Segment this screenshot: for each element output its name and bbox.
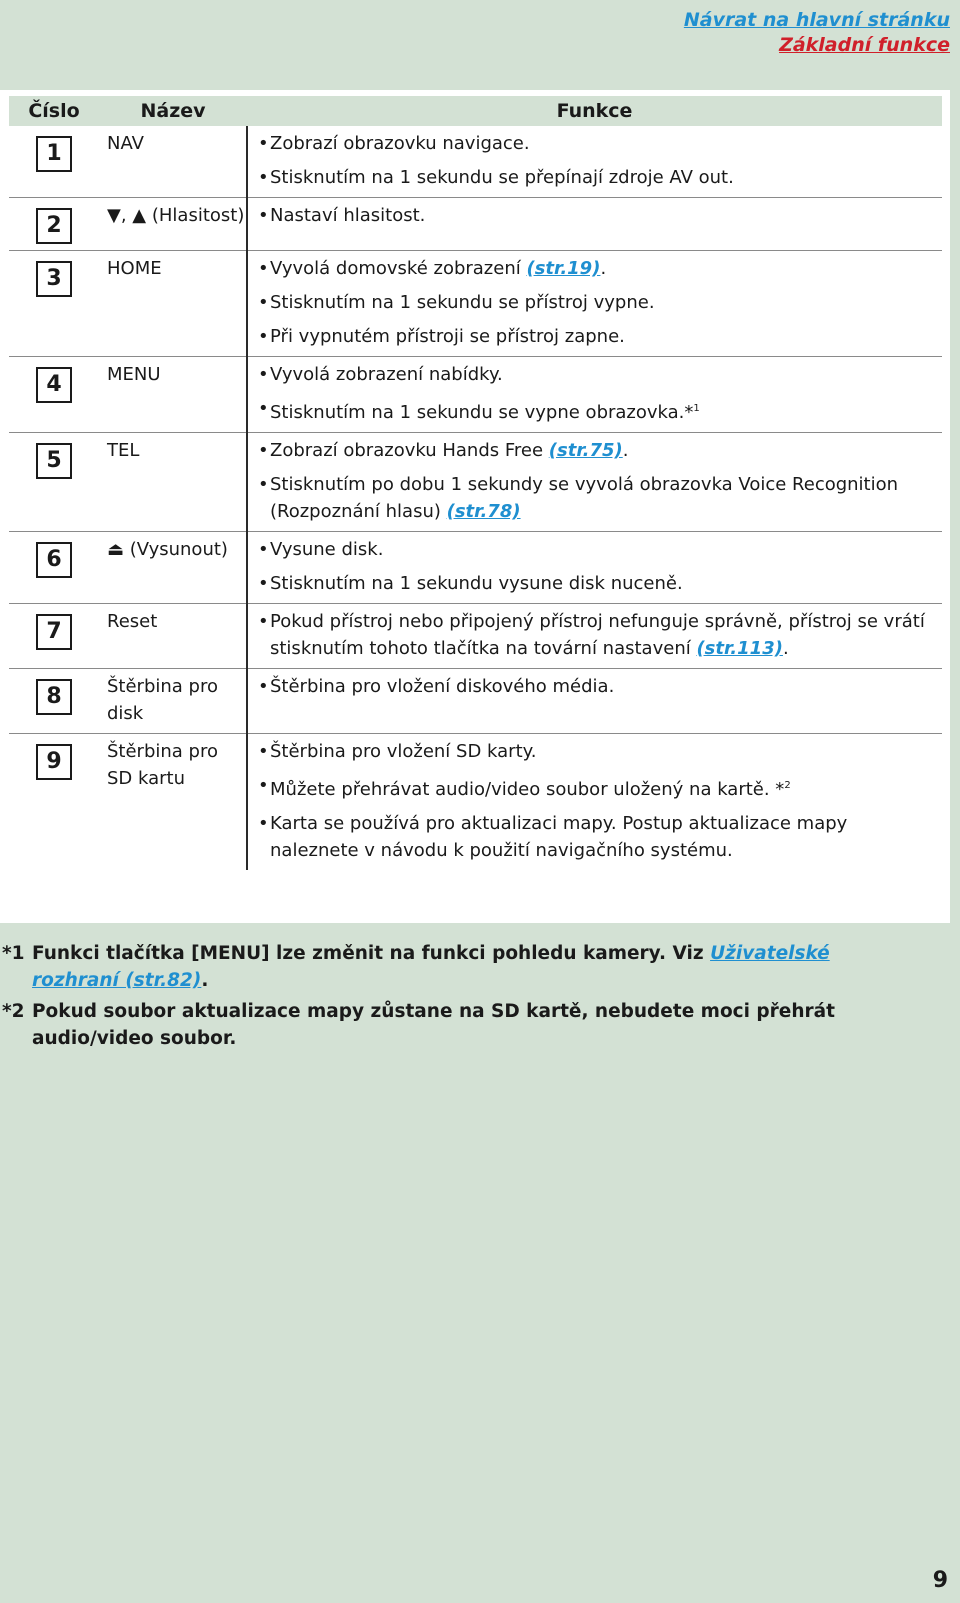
number-badge: 9: [36, 744, 72, 780]
function-text: Stisknutím na 1 sekundu se přístroj vypne.: [270, 292, 655, 313]
footnote-marker: 1: [693, 403, 700, 414]
number-cell: [9, 433, 99, 532]
footnote-mark: *2: [2, 1001, 25, 1022]
function-cell: [247, 357, 942, 433]
page-reference-link[interactable]: (str.113): [696, 638, 783, 659]
function-text-group: [270, 202, 425, 229]
footnote-body: [32, 940, 902, 994]
footnote-mark: *1: [2, 943, 25, 964]
bullet-icon: •: [258, 258, 269, 279]
bullet-icon: •: [258, 292, 269, 313]
number-cell: [9, 251, 99, 357]
functions-table: [9, 96, 942, 870]
page-number: 9: [932, 1568, 948, 1593]
footnote-reference-link[interactable]: Uživatelské rozhraní (str.82): [32, 943, 830, 991]
function-item: [258, 202, 934, 229]
table-row: [9, 126, 942, 198]
function-item: [258, 772, 934, 803]
header-name: Název: [99, 96, 247, 126]
bullet-icon: •: [258, 474, 269, 495]
number-cell: [9, 198, 99, 251]
function-text: Vyvolá zobrazení nabídky.: [270, 364, 503, 385]
bullet-icon: •: [258, 611, 269, 632]
function-cell: [247, 126, 942, 198]
function-item: [258, 471, 934, 525]
bullet-icon: •: [258, 440, 269, 461]
function-text-group: [270, 395, 700, 426]
function-text: Vyvolá domovské zobrazení: [270, 258, 527, 279]
function-text: Nastaví hlasitost.: [270, 205, 426, 226]
bullet-icon: •: [258, 573, 269, 594]
function-text: Štěrbina pro vložení SD karty.: [270, 741, 537, 762]
function-text-group: [270, 471, 934, 525]
function-text: Můžete přehrávat audio/video soubor uložený na kartě. *: [270, 779, 785, 800]
number-cell: [9, 532, 99, 604]
function-text: Stisknutím po dobu 1 sekundy se vyvolá obrazovka Voice Recognition (Rozpoznání hlasu): [270, 474, 899, 522]
function-item: [258, 395, 934, 426]
function-item: [258, 130, 934, 157]
table-row: [9, 433, 942, 532]
function-item: [258, 608, 934, 662]
footnote: [2, 998, 902, 1052]
functions-panel: [0, 90, 950, 923]
table-body: [9, 126, 942, 870]
function-item: [258, 437, 934, 464]
function-text-group: [270, 361, 503, 388]
function-item: [258, 570, 934, 597]
back-to-main-page-link[interactable]: Návrat na hlavní stránku: [683, 9, 950, 31]
table-row: [9, 357, 942, 433]
number-badge: 2: [36, 208, 72, 244]
footnote-text: Funkci tlačítka [MENU] lze změnit na funkci pohledu kamery. Viz: [32, 943, 711, 964]
function-text-group: [270, 164, 734, 191]
function-text: Při vypnutém přístroji se přístroj zapne.: [270, 326, 625, 347]
footnotes: [2, 940, 902, 1056]
footnote: [2, 940, 902, 994]
bullet-icon: •: [258, 398, 269, 419]
function-item: [258, 255, 934, 282]
function-cell: [247, 604, 942, 669]
number-badge: 6: [36, 542, 72, 578]
function-cell: [247, 734, 942, 871]
bullet-icon: •: [258, 364, 269, 385]
function-text-group: [270, 255, 606, 282]
footnote-marker: 2: [784, 780, 791, 791]
table-header-row: [9, 96, 942, 126]
bullet-icon: •: [258, 205, 269, 226]
function-item: [258, 361, 934, 388]
name-cell: HOME: [99, 251, 247, 357]
header-function: Funkce: [247, 96, 942, 126]
header-number: Číslo: [9, 96, 99, 126]
table-row: [9, 669, 942, 734]
number-badge: 7: [36, 614, 72, 650]
function-text: Vysune disk.: [270, 539, 384, 560]
function-text-group: [270, 608, 934, 662]
bullet-icon: •: [258, 676, 269, 697]
function-text-end: .: [782, 638, 789, 659]
footnote-body: [32, 998, 902, 1052]
footnote-end: .: [201, 970, 209, 991]
function-text-group: [270, 130, 530, 157]
number-cell: [9, 734, 99, 871]
function-text-group: [270, 772, 791, 803]
function-item: [258, 289, 934, 316]
page-reference-link[interactable]: (str.75): [548, 440, 623, 461]
number-badge: 3: [36, 261, 72, 297]
function-text-group: [270, 810, 934, 864]
name-cell: ▼, ▲ (Hlasitost): [99, 198, 247, 251]
top-navigation-links: [684, 8, 950, 58]
function-cell: [247, 433, 942, 532]
function-text-group: [270, 570, 683, 597]
name-cell: Štěrbina pro disk: [99, 669, 247, 734]
function-item: [258, 536, 934, 563]
function-text-group: [270, 437, 628, 464]
name-cell: Reset: [99, 604, 247, 669]
function-text: Pokud přístroj nebo připojený přístroj nefunguje správně, přístroj se vrátí stisknutím tohoto tlačítka na tovární nastavení: [270, 611, 925, 659]
bullet-icon: •: [258, 775, 269, 796]
function-text: Karta se používá pro aktualizaci mapy. Postup aktualizace mapy naleznete v návodu k použití navigačního systému.: [270, 813, 848, 861]
bullet-icon: •: [258, 813, 269, 834]
function-item: [258, 810, 934, 864]
page-reference-link[interactable]: (str.78): [446, 501, 521, 522]
function-text: Zobrazí obrazovku navigace.: [270, 133, 530, 154]
function-text-group: [270, 323, 625, 350]
name-cell: Štěrbina pro SD kartu: [99, 734, 247, 871]
bullet-icon: •: [258, 741, 269, 762]
footnote-text: Pokud soubor aktualizace mapy zůstane na SD kartě, nebudete moci přehrát audio/video soubor.: [32, 1001, 835, 1049]
function-item: [258, 673, 934, 700]
function-text: Stisknutím na 1 sekundu se vypne obrazovka.*: [270, 402, 694, 423]
number-cell: [9, 357, 99, 433]
function-text: Stisknutím na 1 sekundu se přepínají zdroje AV out.: [270, 167, 734, 188]
table-row: [9, 532, 942, 604]
function-text-group: [270, 738, 536, 765]
number-cell: [9, 126, 99, 198]
table-row: [9, 251, 942, 357]
function-text-group: [270, 673, 614, 700]
name-cell: NAV: [99, 126, 247, 198]
number-badge: 8: [36, 679, 72, 715]
function-text-group: [270, 536, 383, 563]
table-row: [9, 198, 942, 251]
function-text-end: .: [600, 258, 607, 279]
function-cell: [247, 532, 942, 604]
table-row: [9, 604, 942, 669]
function-cell: [247, 251, 942, 357]
bullet-icon: •: [258, 539, 269, 560]
function-item: [258, 164, 934, 191]
name-cell: MENU: [99, 357, 247, 433]
table-row: [9, 734, 942, 871]
number-badge: 5: [36, 443, 72, 479]
number-badge: 1: [36, 136, 72, 172]
function-text: Zobrazí obrazovku Hands Free: [270, 440, 549, 461]
function-text: Stisknutím na 1 sekundu vysune disk nuceně.: [270, 573, 683, 594]
function-text-end: .: [622, 440, 629, 461]
number-cell: [9, 604, 99, 669]
name-cell: ⏏ (Vysunout): [99, 532, 247, 604]
number-cell: [9, 669, 99, 734]
function-item: [258, 738, 934, 765]
bullet-icon: •: [258, 133, 269, 154]
bullet-icon: •: [258, 167, 269, 188]
function-cell: [247, 198, 942, 251]
function-text: Štěrbina pro vložení diskového média.: [270, 676, 615, 697]
basic-functions-link[interactable]: Základní funkce: [779, 34, 950, 56]
bullet-icon: •: [258, 326, 269, 347]
function-text-group: [270, 289, 655, 316]
name-cell: TEL: [99, 433, 247, 532]
number-badge: 4: [36, 367, 72, 403]
function-cell: [247, 669, 942, 734]
function-item: [258, 323, 934, 350]
page-reference-link[interactable]: (str.19): [526, 258, 601, 279]
